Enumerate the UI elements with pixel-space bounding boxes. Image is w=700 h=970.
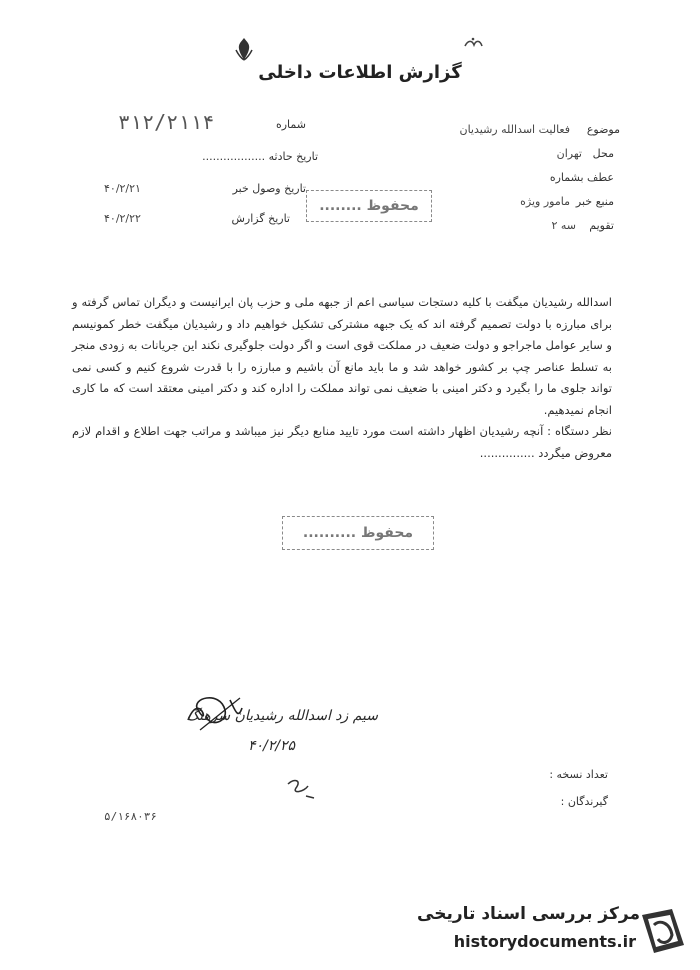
place-value: تهران bbox=[556, 147, 582, 160]
classification-mark-icon bbox=[462, 36, 484, 50]
source-label: منبع خبر bbox=[575, 195, 614, 208]
subject-label: موضوع bbox=[586, 123, 620, 136]
evaluation-value: سه ۲ bbox=[551, 219, 576, 232]
report-date-label: تاریخ گزارش bbox=[231, 212, 290, 225]
subject-value: فعالیت اسدالله رشیدیان bbox=[459, 123, 570, 136]
document-number: ۵/۱۶۸۰۳۶ bbox=[104, 810, 157, 823]
initial-mark-icon bbox=[284, 776, 318, 802]
receipt-date-label: تاریخ وصول خبر bbox=[232, 182, 306, 195]
classification-stamp-top: محفوظ ........ bbox=[306, 190, 432, 222]
reference-label: عطف بشماره bbox=[549, 171, 614, 184]
number-value: ۳۱۲/۲۱۱۴ bbox=[118, 110, 215, 134]
source-value: مامور ویژه bbox=[520, 195, 570, 208]
recipients-label: گیرندگان : bbox=[560, 795, 608, 808]
watermark-url: historydocuments.ir bbox=[453, 932, 636, 951]
place-label: محل bbox=[592, 147, 614, 160]
body-paragraph-1: اسدالله رشیدیان میگفت با کلیه دستجات سیاسی اعم از جبهه ملی و حزب پان ایرانیست و دیگران تماس گرفته و برای مبارزه با دولت تصمیم گرفته اند که یک جبهه مشترکی تشکیل خواهیم داد و رشیدیان میگفت خطر کمونیسم و سایر عوامل ماجراجو و دولت ضعیف در مملکت قوی است و اگر دولت جلوگیری نکند این جریانات به زودی منجر به تسلط عناصر چپ بر کشور خواهد شد و ما باید مانع آن باشیم و مبارزه را با قدرت شروع کنیم و کسی نمی تواند جلوی ما را بگیرد و دکتر امینی با ضعیف نمی تواند مملکت را اداره کند و دکتر امینی معتقد است که ما کاری انجام نمیدهیم. bbox=[72, 295, 612, 417]
classification-stamp-bottom: محفوظ .......... bbox=[282, 516, 434, 550]
report-date-value: ۴۰/۲/۲۲ bbox=[104, 212, 141, 225]
archive-logo-icon bbox=[636, 905, 692, 957]
incident-date-label: تاریخ حادثه .................. bbox=[202, 150, 318, 163]
page-title: گزارش اطلاعات داخلی bbox=[258, 62, 462, 83]
copies-label: تعداد نسخه : bbox=[549, 768, 608, 781]
emblem-icon bbox=[232, 36, 256, 62]
body-paragraph-2: نظر دستگاه : آنچه رشیدیان اظهار داشته است مورد تایید منابع دیگر نیز میباشد و مراتب جهت اطلاع و اقدام لازم معروض میگردد ............... bbox=[72, 424, 612, 460]
signature-text: سیم زد اسدالله رشیدیان سرهنگ bbox=[186, 708, 378, 724]
evaluation-label: تقویم bbox=[589, 219, 614, 232]
number-label: شماره bbox=[275, 118, 306, 131]
signature-date: ۴۰/۲/۲۵ bbox=[248, 738, 296, 754]
receipt-date-value: ۴۰/۲/۲۱ bbox=[104, 182, 141, 195]
watermark-title: مرکز بررسی اسناد تاریخی bbox=[417, 904, 640, 924]
report-body bbox=[72, 292, 612, 464]
